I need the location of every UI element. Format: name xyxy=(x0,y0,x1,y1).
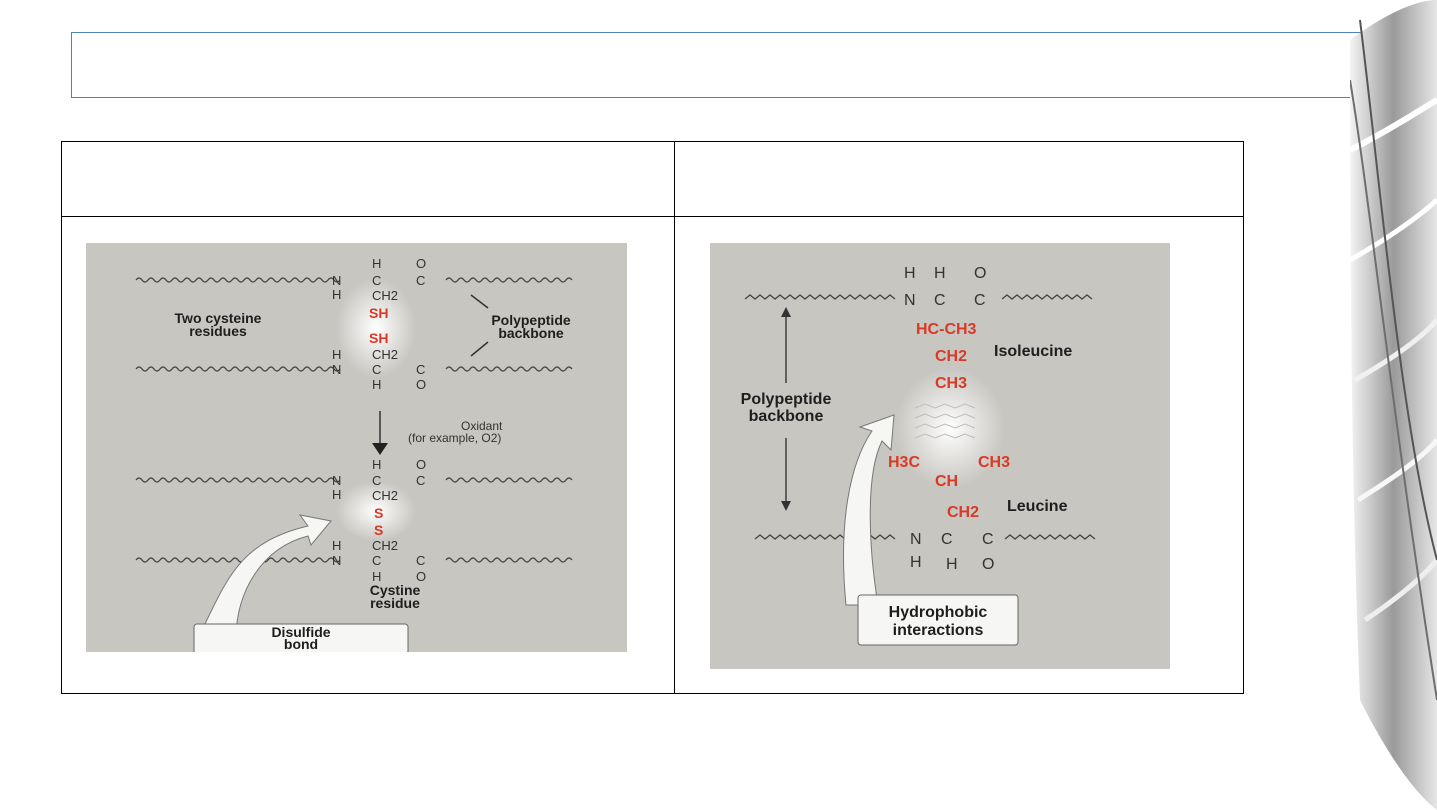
ch2-group: CH2 xyxy=(372,347,399,362)
atom-c: C xyxy=(372,362,382,377)
decorative-swirl xyxy=(1350,0,1437,810)
s-atom-1: S xyxy=(374,505,384,521)
atom-c: C xyxy=(982,531,994,548)
sh-group-1: SH xyxy=(369,305,389,321)
title-box[interactable] xyxy=(71,32,1366,98)
s-atom-2: S xyxy=(374,522,384,538)
atom-n: N xyxy=(910,531,922,548)
atom-c: C xyxy=(416,473,426,488)
atom-h: H xyxy=(372,457,382,472)
atom-h: H xyxy=(934,265,946,282)
oxidant-label: Oxidant xyxy=(461,419,503,433)
atom-c: C xyxy=(416,362,426,377)
ch2-group: CH2 xyxy=(935,348,968,365)
atom-n: N xyxy=(332,273,342,288)
atom-c: C xyxy=(372,473,382,488)
disulfide-bond-figure xyxy=(86,243,627,652)
atom-h: H xyxy=(372,377,382,392)
oxidant-example: (for example, O2) xyxy=(408,431,502,445)
ch2-group: CH2 xyxy=(947,504,980,521)
ch2-group: CH2 xyxy=(372,538,399,553)
atom-h: H xyxy=(372,569,382,584)
polypeptide-backbone-label: Polypeptide backbone xyxy=(491,312,571,341)
comparison-table xyxy=(61,141,1244,694)
atom-h: H xyxy=(332,287,342,302)
figure-cell-left xyxy=(62,217,675,694)
atom-h: H xyxy=(904,265,916,282)
atom-c: C xyxy=(372,553,382,568)
atom-n: N xyxy=(332,473,342,488)
figure-cell-right xyxy=(675,217,1244,694)
hydrophobic-interaction-figure xyxy=(710,243,1170,669)
atom-h: H xyxy=(332,538,342,553)
atom-c: C xyxy=(974,292,986,309)
atom-o: O xyxy=(416,457,427,472)
atom-o: O xyxy=(416,569,427,584)
atom-n: N xyxy=(332,362,342,377)
sh-group-2: SH xyxy=(369,330,389,346)
ch2-group: CH2 xyxy=(372,288,399,303)
header-cell-right[interactable] xyxy=(675,142,1244,217)
hydrophobic-interactions-label: Hydrophobic interactions xyxy=(888,604,988,639)
leucine-label: Leucine xyxy=(1007,498,1068,515)
atom-c: C xyxy=(934,292,946,309)
atom-o: O xyxy=(982,556,995,573)
disulfide-bond-label: Disulfide bond xyxy=(271,624,331,652)
ch-group: CH xyxy=(935,473,959,490)
atom-h: H xyxy=(372,256,382,271)
header-cell-left[interactable] xyxy=(62,142,675,217)
atom-c: C xyxy=(416,553,426,568)
h3c-group: H3C xyxy=(888,454,921,471)
atom-h: H xyxy=(910,554,922,571)
polypeptide-backbone-label: Polypeptide backbone xyxy=(740,391,832,425)
cystine-residue-label: Cystine residue xyxy=(369,582,421,611)
atom-h: H xyxy=(332,347,342,362)
ch3-group: CH3 xyxy=(935,375,968,392)
ch2-group: CH2 xyxy=(372,488,399,503)
atom-o: O xyxy=(416,377,427,392)
atom-h: H xyxy=(946,556,958,573)
atom-c: C xyxy=(416,273,426,288)
atom-c: C xyxy=(372,273,382,288)
ch3-group: CH3 xyxy=(978,454,1011,471)
atom-n: N xyxy=(332,553,342,568)
two-cysteine-label: Two cysteine residues xyxy=(174,310,262,339)
atom-n: N xyxy=(904,292,916,309)
atom-h: H xyxy=(332,487,342,502)
atom-o: O xyxy=(416,256,427,271)
atom-c: C xyxy=(941,531,953,548)
isoleucine-label: Isoleucine xyxy=(994,343,1073,360)
atom-o: O xyxy=(974,265,987,282)
hc-ch3-group: HC-CH3 xyxy=(916,321,977,338)
